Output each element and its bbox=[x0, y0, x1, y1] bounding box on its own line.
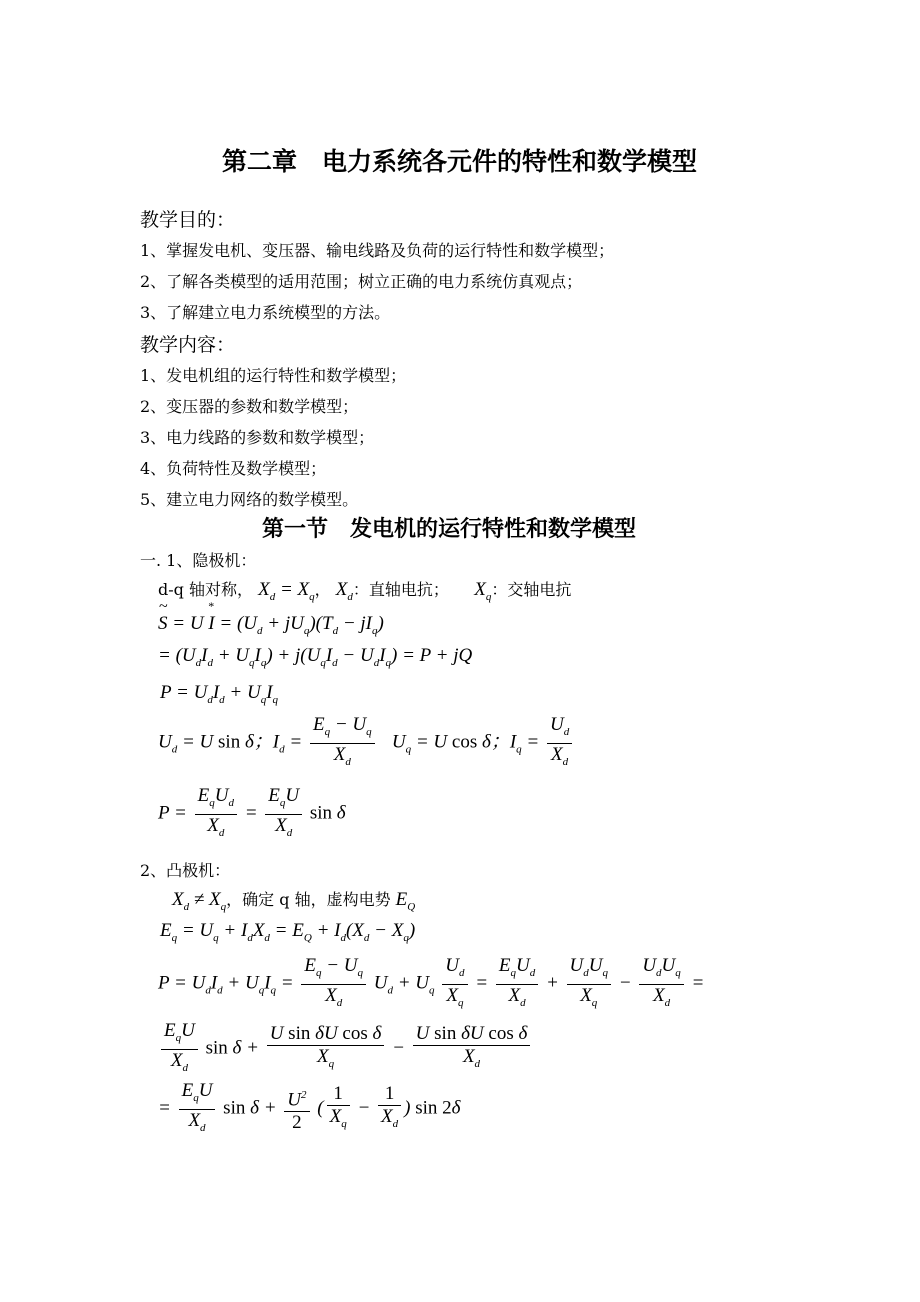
formula-eq: $E_q = U_q + I_dX_d = E_Q + I_d(X_d - X_q)$ bbox=[160, 920, 416, 944]
contents-heading: 教学内容： bbox=[140, 334, 236, 356]
formula-power-expand: = $(U_dI_d + U_qI_q) + j(U_qI_d - U_dI_q) = P$ + jQ bbox=[158, 645, 473, 669]
section-title: 第一节 发电机的运行特性和数学模型 bbox=[262, 517, 637, 542]
part2-label: 2、凸极机： bbox=[140, 861, 231, 880]
formula-power-angle-round: P = $\frac{E_qU_d}{X_d}$ = $\frac{E_qU}{X_d}$ sin δ bbox=[158, 785, 346, 839]
symbol-xq: $X_q$ bbox=[474, 579, 492, 603]
symbol-xd: $X_d$ bbox=[335, 579, 353, 603]
xd-description: ：直轴电抗； bbox=[352, 580, 449, 599]
chapter-title: 第二章 电力系统各元件的特性和数学模型 bbox=[222, 147, 698, 176]
formula-complex-power: ~ $S = U * I = (U_d + jU_q)(T_d - jI_q)$ bbox=[158, 613, 384, 637]
xq-description: ：交轴电抗 bbox=[491, 580, 572, 599]
content-item: 1、发电机组的运行特性和数学模型； bbox=[140, 366, 407, 385]
dq-line: d-q 轴对称， $X_d = X_q$， $X_d$：直轴电抗； $X_q$：交轴电抗 bbox=[158, 579, 572, 603]
objective-item: 2、了解各类模型的适用范围；树立正确的电力系统仿真观点； bbox=[140, 272, 583, 291]
formula-components: $U_d = U$ sin δ；$I_d$ = $\frac{E_q - U_q}{X_d}$ $U_q = U$ cos δ；$I_q$ = $\frac{U_d}{X_d}$ bbox=[158, 714, 575, 773]
symbol-eq-fictitious: $E_Q$ bbox=[395, 889, 416, 913]
eq-xd-not-xq: $X_d \ne X_q$ bbox=[172, 889, 227, 913]
salient-description: ，确定 q 轴，虚构电势 bbox=[226, 890, 391, 909]
objectives-heading: 教学目的： bbox=[140, 209, 236, 231]
objective-item: 1、掌握发电机、变压器、输电线路及负荷的运行特性和数学模型； bbox=[140, 241, 615, 260]
content-item: 5、建立电力网络的数学模型。 bbox=[140, 490, 359, 509]
formula-salient-power-1: $P = U_dI_d + U_qI_q$ = $\frac{E_q - U_q}{X_d}$ $U_d + U_q$ $\frac{U_d}{X_q}$ = $\frac{E_qU_d}{X_d}$ + $\frac{U_dU_q}{X_q}$ − $\frac{U_dU_q}{X_d}$ = bbox=[158, 955, 705, 1009]
formula-salient-power-2: $\frac{E_qU}{X_d}$ sin δ + $\frac{\text{U sin δU cos δ}}{X_q}$ − $\frac{\text{U sin δU cos δ}}{X_d}$ bbox=[158, 1020, 533, 1079]
eq-xd-equals-xq: $X_d = X_q$ bbox=[258, 579, 315, 603]
dq-symmetric-text: d-q 轴对称， bbox=[158, 580, 253, 599]
content-item: 4、负荷特性及数学模型； bbox=[140, 459, 327, 478]
objective-item: 3、了解建立电力系统模型的方法。 bbox=[140, 303, 391, 322]
salient-desc-line bbox=[172, 887, 415, 913]
part1-label: 一. 1、隐极机： bbox=[140, 551, 257, 570]
formula-active-power: $P = U_dI_d + U_qI_q$ bbox=[160, 682, 279, 706]
formula-salient-power-3: = $\frac{E_qU}{X_d}$ sin δ + $\frac{U^2}{2}$ ( $\frac{1}{X_q}$ − $\frac{1}{X_d}$ ) sin 2δ bbox=[158, 1080, 461, 1134]
content-item: 2、变压器的参数和数学模型； bbox=[140, 397, 359, 416]
content-item: 3、电力线路的参数和数学模型； bbox=[140, 428, 375, 447]
